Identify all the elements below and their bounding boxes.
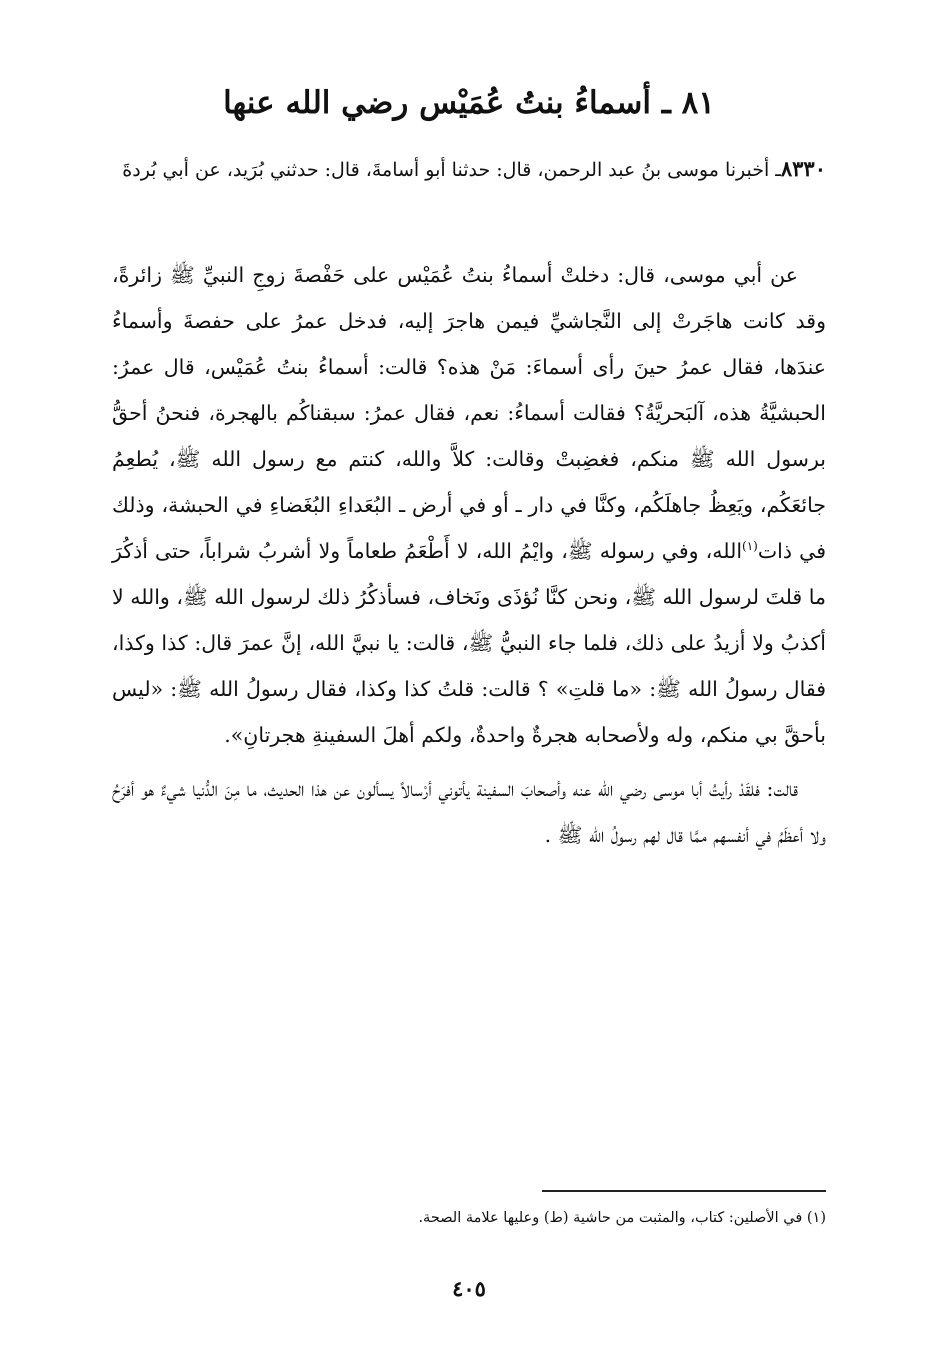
isnad-text: ـ أخبرنا موسى بنُ عبد الرحمن، قال: حدثنا أبو أسامةَ، قال: حدثني بُرَيد، عن أبي بُردةَ [122, 159, 781, 181]
hadith-number: ٨٣٣٠ [780, 156, 826, 181]
paragraph-1-text-b: الله، وفي رسوله ﷺ، وايْمُ الله، لا أَطْعَمُ طعاماً ولا أشربُ شراباً، حتى أذكُرَ ما قلتَ لرسول الله ﷺ، ونحن كنَّا نُؤذَى ونَخاف، فسأذكُرُ ذلك لرسول الله ﷺ، والله لا أكذبُ ولا أزيدُ على ذلك، فلما جاء النبيُّ ﷺ، قالت: يا نبيَّ الله، إنَّ عمرَ قال: كذا وكذا، فقال رسولُ الله ﷺ: «ما قلتِ» ؟ قالت: قلتُ كذا وكذا، فقال رسولُ الله ﷺ: «ليس بأحقَّ بي منكم، وله ولأصحابه هجرةٌ واحدةٌ، ولكم أهلَ السفينةِ هجرتانِ». [112, 539, 826, 747]
body-paragraph-2: قالت: فلقَدْ رأيتُ أبا موسى رضي الله عنه وأصحابَ السفينة يأتوني أرْسالاً يسألون عن هذا الحديث، ما مِنَ الدُّنيا شيءٌ هو أفرَحُ ولا أعظَمُ في أنفسهم ممَّا قال لهم رسولُ الله ﷺ . [112, 777, 826, 847]
body-paragraph-1 [112, 252, 826, 758]
chapter-heading: ٨١ ـ أسماءُ بنتُ عُمَيْس رضي الله عنها [223, 85, 715, 121]
hadith-isnad [112, 148, 826, 191]
hadith-body [112, 252, 826, 858]
footnote-text: (١) في الأصلين: كتاب، والمثبت من حاشية (ط) وعليها علامة الصحة. [418, 1210, 826, 1226]
footnote-divider [542, 1190, 826, 1192]
page-number: ٤٠٥ [452, 1276, 486, 1301]
footnote-reference: (١) [742, 539, 758, 554]
paragraph-1-text-a: عن أبي موسى، قال: دخلتْ أسماءُ بنتُ عُمَيْس على حَفْصةَ زوجِ النبيِّ ﷺ زائرةً، وقد كانت هاجَرتْ إلى النَّجاشيِّ فيمن هاجرَ إليه، فدخل عمرُ على حفصةَ وأسماءُ عندَها، فقال عمرُ حينَ رأى أسماءَ: مَنْ هذه؟ قالت: أسماءُ بنتُ عُمَيْس، قال عمرُ: الحبشيَّةُ هذه، آلبَحريَّةُ؟ فقالت أسماءُ: نعم، فقال عمرُ: سبقناكُم بالهجرة، فنحنُ أحقُّ برسول الله ﷺ منكم، فغضِبتْ وقالت: كلاَّ والله، كنتم مع رسول الله ﷺ، يُطعِمُ جائعَكُم، ويَعِظُ جاهلَكُم، وكنَّا في دار ـ أو في أرض ـ البُعَداءِ البُغَضاءِ في الحبشة، وذلك في ذات [112, 263, 826, 563]
